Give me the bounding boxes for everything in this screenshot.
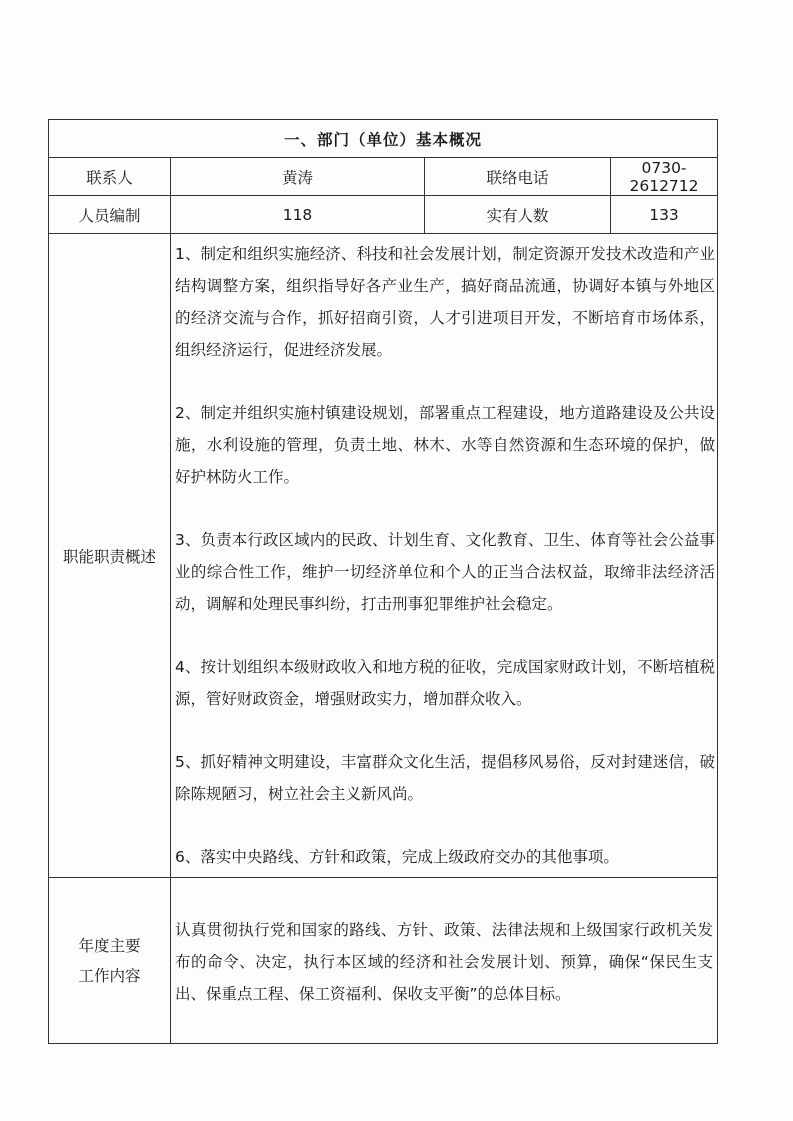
table-title: 一、部门（单位）基本概况 — [49, 120, 718, 158]
annual-work-label — [49, 878, 171, 1044]
duty-item-5: 5、抓好精神文明建设，丰富群众文化生活，提倡移风易俗，反对封建迷信，破除陈规陋习，树立社会主义新风尚。 — [175, 753, 716, 803]
duty-item-4: 4、按计划组织本级财政收入和地方税的征收，完成国家财政计划，不断培植税源，管好财政资金，增强财政实力，增加群众收入。 — [175, 658, 716, 708]
duty-item-1: 1、制定和组织实施经济、科技和社会发展计划，制定资源开发技术改造和产业结构调整方案，组织指导好各产业生产，搞好商品流通，协调好本镇与外地区的经济交流与合作，抓好招商引资，人才引进项目开发，不断培育市场体系，组织经济运行，促进经济发展。 — [175, 245, 716, 359]
staff-quota-label: 人员编制 — [49, 196, 171, 234]
duty-item-6: 6、落实中央路线、方针和政策，完成上级政府交办的其他事项。 — [175, 848, 619, 866]
duty-item-2: 2、制定并组织实施村镇建设规划，部署重点工程建设，地方道路建设及公共设施，水利设施的管理，负责土地、林木、水等自然资源和生态环境的保护，做好护林防火工作。 — [175, 404, 716, 486]
duties-label: 职能职责概述 — [49, 234, 171, 878]
duties-content — [171, 234, 718, 878]
contact-label: 联系人 — [49, 158, 171, 196]
annual-label-line1: 年度主要 — [78, 936, 141, 955]
annual-label-line2: 工作内容 — [78, 966, 141, 985]
contact-value: 黄涛 — [171, 158, 425, 196]
staff-actual-value: 133 — [611, 196, 718, 234]
overview-table — [48, 119, 718, 1044]
duty-item-3: 3、负责本行政区域内的民政、计划生育、文化教育、卫生、体育等社会公益事业的综合性工作，维护一切经济单位和个人的正当合法权益，取缔非法经济活动，调解和处理民事纠纷，打击刑事犯罪维护社会稳定。 — [175, 531, 716, 613]
phone-label: 联络电话 — [425, 158, 611, 196]
annual-work-content: 认真贯彻执行党和国家的路线、方针、政策、法律法规和上级国家行政机关发布的命令、决定，执行本区域的经济和社会发展计划、预算，确保“保民生支出、保重点工程、保工资福利、保收支平衡”的总体目标。 — [171, 878, 718, 1044]
staff-actual-label: 实有人数 — [425, 196, 611, 234]
phone-value: 0730-2612712 — [611, 158, 718, 196]
staff-quota-value: 118 — [171, 196, 425, 234]
